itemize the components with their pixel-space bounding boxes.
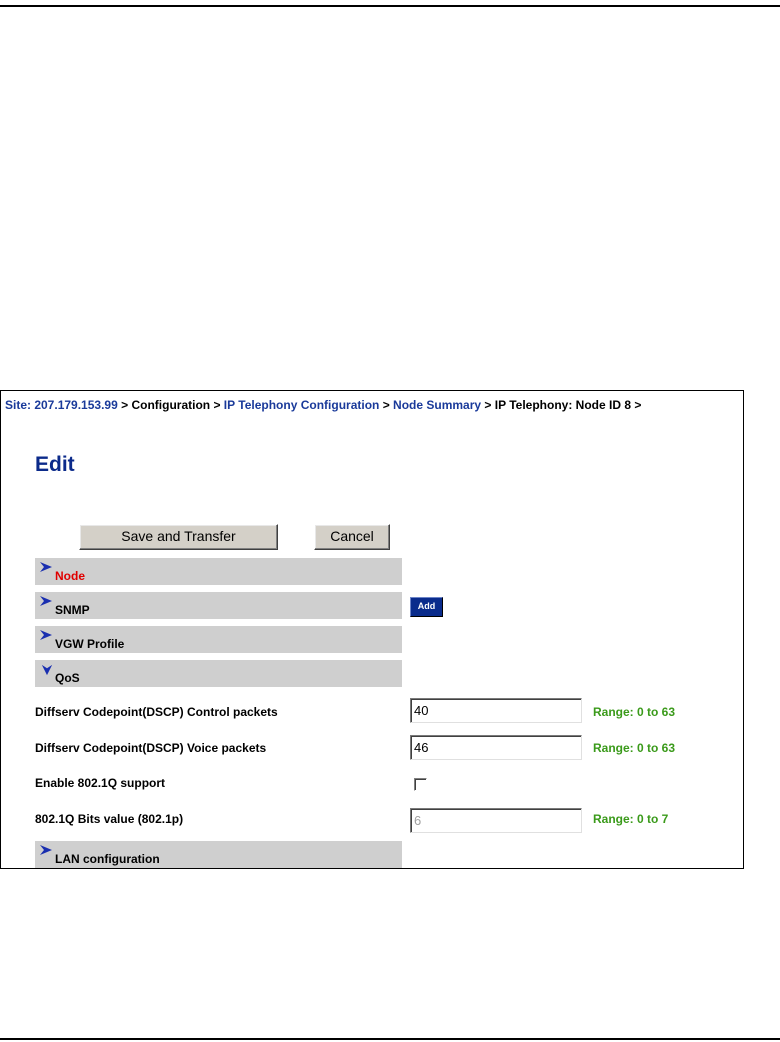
section-node-header[interactable]	[35, 558, 402, 585]
snmp-add-button[interactable]: Add	[410, 597, 443, 617]
section-lan-configuration-label: LAN configuration	[55, 852, 160, 866]
section-vgw-profile-header[interactable]	[35, 626, 402, 653]
dscp-voice-range: Range: 0 to 63	[593, 741, 676, 755]
bits-8021p-input[interactable]: 6	[410, 808, 582, 833]
dscp-control-label: Diffserv Codepoint(DSCP) Control packets	[35, 705, 278, 719]
breadcrumb-ip-telephony-configuration-link[interactable]: IP Telephony Configuration	[223, 398, 380, 412]
breadcrumb-current-page: IP Telephony: Node ID 8 >	[494, 398, 642, 412]
section-node-label: Node	[55, 569, 85, 583]
section-qos-label: QoS	[55, 671, 80, 685]
breadcrumb-separator: >	[481, 398, 495, 412]
enable-8021q-checkbox[interactable]	[414, 778, 427, 791]
breadcrumb-site-link[interactable]: Site: 207.179.153.99	[5, 398, 118, 412]
section-qos-header[interactable]	[35, 660, 402, 687]
breadcrumb-separator: >	[117, 398, 132, 412]
section-snmp-header[interactable]	[35, 592, 402, 619]
bits-8021p-label: 802.1Q Bits value (802.1p)	[35, 812, 184, 826]
dscp-voice-label: Diffserv Codepoint(DSCP) Voice packets	[35, 741, 267, 755]
breadcrumb-separator: >	[210, 398, 224, 412]
dscp-voice-input[interactable]: 46	[410, 735, 582, 760]
dscp-control-range: Range: 0 to 63	[593, 705, 676, 719]
enable-8021q-label: Enable 802.1Q support	[35, 776, 166, 790]
breadcrumb-configuration: Configuration	[131, 398, 211, 412]
cancel-button[interactable]: Cancel	[314, 524, 390, 550]
breadcrumb	[5, 398, 641, 412]
chevron-right-icon	[39, 628, 53, 642]
chevron-right-icon	[39, 594, 53, 608]
breadcrumb-node-summary-link[interactable]: Node Summary	[393, 398, 482, 412]
screenshot-frame	[0, 390, 744, 869]
top-divider	[0, 5, 780, 7]
breadcrumb-separator: >	[379, 398, 394, 412]
chevron-right-icon	[39, 560, 53, 574]
section-snmp-label: SNMP	[55, 603, 90, 617]
page-title: Edit	[35, 453, 75, 476]
bits-8021p-range: Range: 0 to 7	[593, 812, 669, 826]
dscp-control-input[interactable]: 40	[410, 698, 582, 723]
section-vgw-profile-label: VGW Profile	[55, 637, 125, 651]
bottom-divider	[0, 1038, 780, 1040]
chevron-right-icon	[39, 843, 53, 857]
save-and-transfer-button[interactable]: Save and Transfer	[79, 524, 278, 550]
section-lan-configuration-header[interactable]	[35, 841, 402, 868]
chevron-down-icon	[41, 664, 53, 676]
